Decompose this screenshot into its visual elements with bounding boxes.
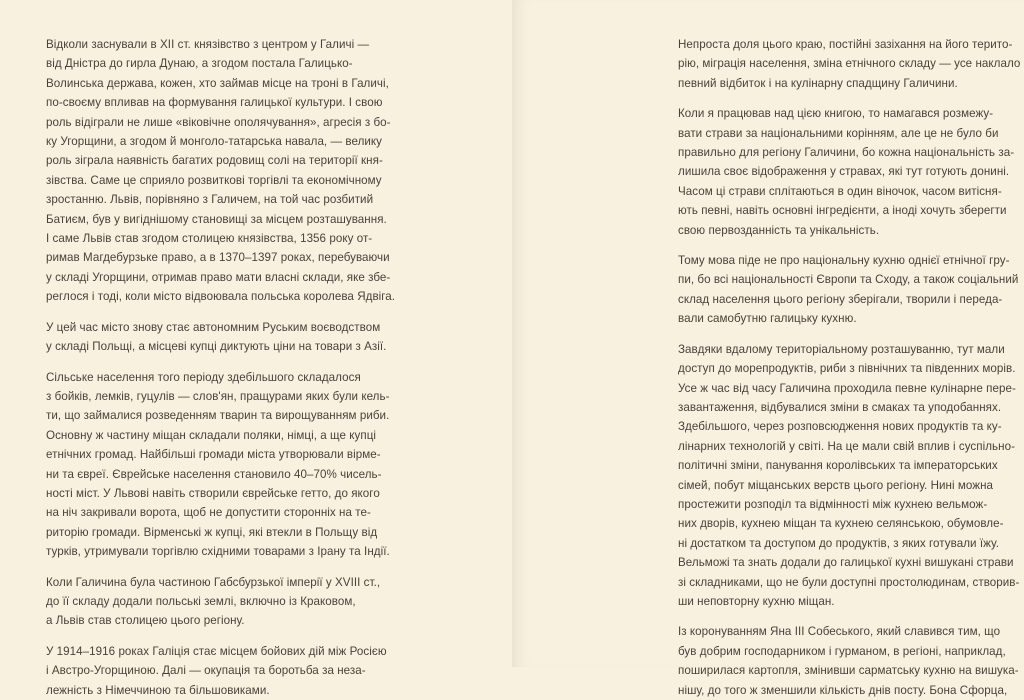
text-line: етнічних громад. Найбільші громади міста утворювали вірме- [46, 448, 381, 462]
text-line: сімей, побут міщанських верств цього регіону. Нині можна [678, 478, 994, 492]
text-line: риторію громади. Вірменські ж купці, які втекли в Польщу від [46, 525, 378, 539]
text-line: у складі Угорщини, отримав право мати власні склади, яке збе- [46, 270, 391, 284]
text-line: лінарних технологій у світі. На це мали свій вплив і суспільно- [678, 439, 1015, 453]
text-line: лежність з Німеччиною та більшовиками. [46, 683, 270, 697]
right-page-text [678, 35, 1021, 700]
text-line: від Дністра до гирла Дунаю, а згодом постала Галицько- [46, 57, 353, 71]
text-line: реглося і тоді, коли місто відвоювала польська королева Ядвіга. [46, 290, 396, 304]
paragraph [678, 104, 1015, 240]
text-line: Із коронуванням Яна III Собеського, який славився тим, що [678, 625, 1001, 639]
left-page [0, 0, 512, 697]
text-line: певний відбиток і на кулінарну спадщину Галичини. [678, 76, 958, 90]
text-line: Коли Галичина була частиною Габсбурзької імперії у XVIII ст., [46, 575, 381, 589]
text-line: І саме Львів став згодом столицею князівства, 1356 року от- [46, 232, 373, 246]
paragraph [46, 35, 396, 307]
text-line: ши неповторну кухню міщан. [678, 594, 835, 608]
paragraph [46, 573, 381, 631]
text-line: Часом ці страви сплітаються в один віночок, часом витісня- [678, 184, 1002, 198]
text-line: вали самобутню галицьку кухню. [678, 312, 857, 326]
text-line: правильно для регіону Галичини, бо кожна національність за- [678, 146, 1015, 160]
text-line: свою первозданність та унікальність. [678, 223, 880, 237]
text-line: і Австро-Угорщиною. Далі — окупація та боротьба за неза- [46, 664, 366, 678]
text-line: ни та євреї. Єврейське населення становило 40–70% чисель- [46, 467, 382, 481]
text-line: завантаження, відбувалися зміни в смаках та уподобаннях. [678, 400, 1002, 414]
text-line: а Львів став столицею цього регіону. [46, 614, 245, 628]
text-line: Тому мова піде не про національну кухню однієї етнічної гру- [678, 254, 1010, 268]
text-line: лишила своє відображення у стравах, які тут готують донині. [678, 165, 1010, 179]
paragraph [46, 368, 390, 562]
paragraph [46, 642, 387, 700]
text-line: Основну ж частину міщан складали поляки, німці, а ще купці [46, 428, 377, 442]
text-line: Батиєм, був у вигіднішому становищі за місцем розташування. [46, 212, 387, 226]
text-line: пи, бо всі національності Європи та Сходу, а також соціальний [678, 273, 1019, 287]
text-line: по-своєму впливав на формування галицької культури. І свою [46, 96, 383, 110]
text-line: політичні зміни, панування королівських та імператорських [678, 459, 998, 473]
text-line: ності міст. У Львові навіть створили єврейське гетто, до якого [46, 486, 380, 500]
text-line: зівства. Саме це сприяло розвиткові торгівлі та економічному [46, 173, 382, 187]
paragraph [678, 35, 1021, 93]
text-line: був добрим господарником і гурманом, в регіоні, наприклад, [678, 644, 1006, 658]
text-line: на ніч закривали ворота, щоб не допустити сторонніх на те- [46, 506, 371, 520]
text-line: з бойків, лемків, гуцулів — слов'ян, пращурами яких були кель- [46, 389, 390, 403]
right-page [512, 0, 1024, 697]
text-line: римав Магдебурзьке право, а в 1370–1397 роках, перебуваючи [46, 251, 390, 265]
text-line: У 1914–1916 роках Галіція стає місцем бойових дій між Росією [46, 644, 387, 658]
text-line: ти, що займалися розведенням тварин та вирощуванням риби. [46, 409, 390, 423]
text-line: доступ до морепродуктів, риби з північних та південних морів. [678, 362, 1016, 376]
text-line: ку Угорщини, а згодом й монголо-татарська навала, — велику [46, 135, 383, 149]
text-line: Вельможі та знать додали до галицької кухні вишукані страви [678, 556, 1014, 570]
text-line: поширилася картопля, змінивши сарматську кухню на вишука- [678, 664, 1019, 678]
text-line: зі складниками, що не були доступні простолюдинам, створив- [678, 575, 1020, 589]
paragraph [678, 340, 1020, 612]
text-line: Волинська держава, кожен, хто займав місце на троні в Галичі, [46, 76, 389, 90]
text-line: у складі Польщі, а місцеві купці диктують ціни на товари з Азії. [46, 340, 387, 354]
paragraph [678, 251, 1019, 329]
text-line: ють певні, навіть основні інгредієнти, а іноді хочуть зберегти [678, 204, 1007, 218]
paragraph [678, 622, 1019, 700]
text-line: ні достатком та доступом до продуктів, з яких готували їжу. [678, 536, 999, 550]
text-line: склад населення цього регіону зберігали, творили і переда- [678, 292, 1003, 306]
text-line: них дворів, кухнею міщан та кухнею селянською, обумовле- [678, 517, 1004, 531]
text-line: Непроста доля цього краю, постійні зазіхання на його терито- [678, 38, 1013, 51]
text-line: Завдяки вдалому територіальному розташуванню, тут мали [678, 342, 1005, 356]
text-line: У цей час місто знову стає автономним Руським воєводством [46, 320, 381, 334]
text-line: вати страви за національними корінням, але це не було би [678, 126, 999, 140]
text-line: зростанню. Львів, порівняно з Галичем, на той час розбитий [46, 193, 374, 207]
text-line: турків, утримували торгівлю східними товарами з Ірану та Індії. [46, 545, 390, 559]
text-line: Відколи заснували в ХІІ ст. князівство з центром у Галичі — [46, 38, 370, 51]
text-line: до її складу додали польські землі, включно із Краковом, [46, 594, 356, 608]
text-line: Усе ж час від часу Галичина проходила певне кулінарне пере- [678, 381, 1016, 395]
text-line: простежити розподіл та відмінності між кухнею вельмож- [678, 497, 988, 511]
text-line: Коли я працював над цією книгою, то намагався розмежу- [678, 107, 994, 121]
text-line: Здебільшого, через розповсюдження нових продуктів та ку- [678, 420, 1002, 434]
left-page-text [46, 35, 396, 700]
text-line: Сільське населення того періоду здебільшого складалося [46, 370, 361, 384]
text-line: рію, міграція населення, зміна етнічного складу — усе наклало [678, 57, 1021, 71]
paragraph [46, 318, 387, 357]
text-line: роль відіграли не лише «віковічне ополячування», агресія з бо- [46, 115, 391, 129]
text-line: нішу, до того ж зменшили кількість днів посту. Бона Сфорца, [678, 683, 1008, 697]
text-line: роль зіграла наявність багатих родовищ солі на території кня- [46, 154, 383, 168]
